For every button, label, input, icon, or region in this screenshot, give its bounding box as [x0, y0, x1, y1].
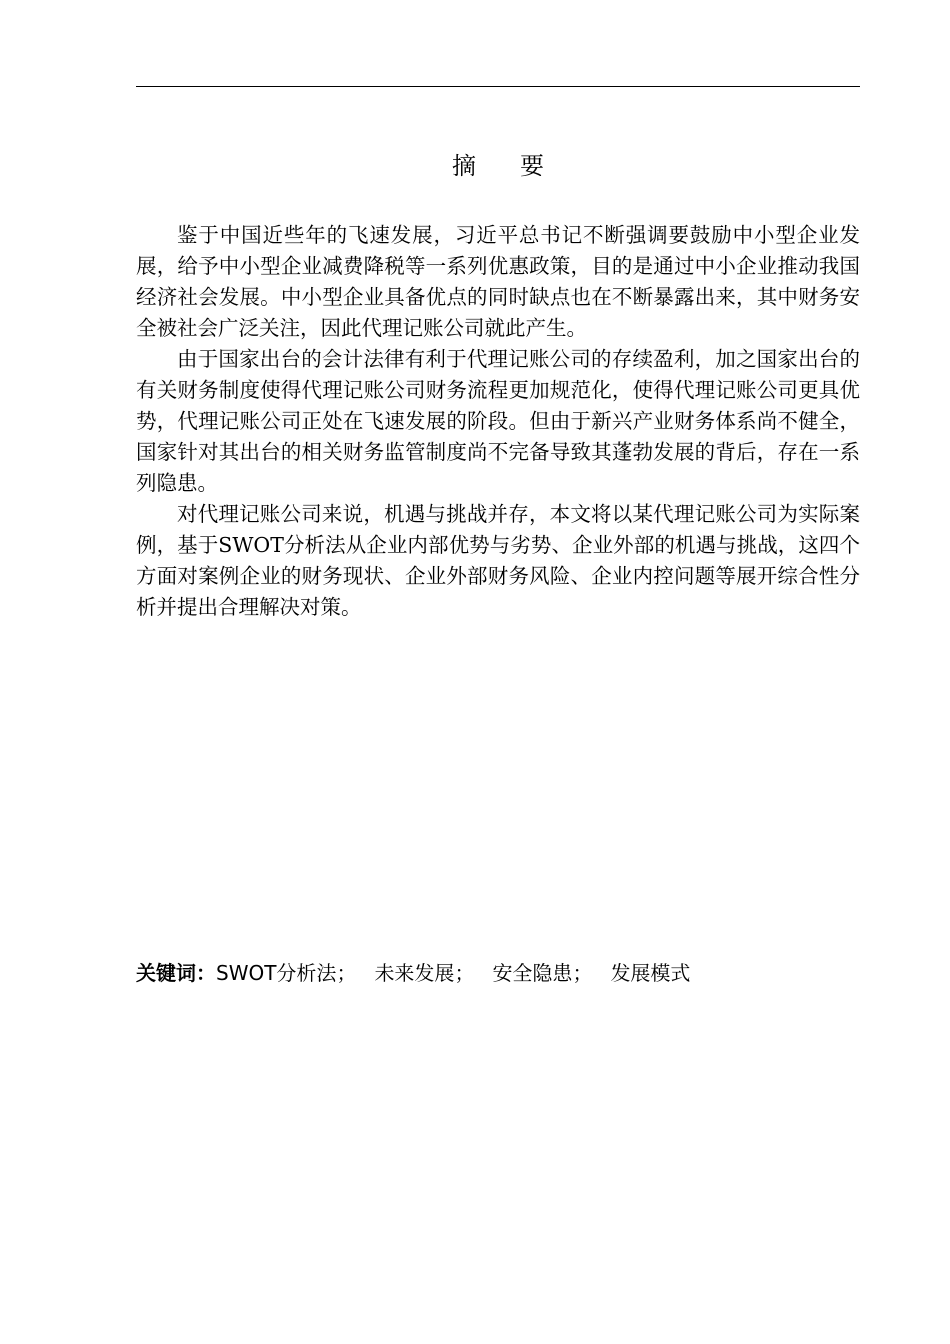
- keyword-swot: SWOT分析法: [216, 961, 337, 985]
- abstract-paragraph-2: 由于国家出台的会计法律有利于代理记账公司的存续盈利，加之国家出台的有关财务制度使得代理记账公司财务流程更加规范化，使得代理记账公司更具优势，代理记账公司正处在飞速发展的阶段。但由于新兴产业财务体系尚不健全，国家针对其出台的相关财务监管制度尚不完备导致其蓬勃发展的背后，存在一系列隐患。: [136, 347, 860, 495]
- keyword-separator: ；: [454, 961, 475, 985]
- abstract-title: 摘要: [452, 152, 588, 180]
- header-rule: [136, 86, 860, 87]
- abstract-paragraph-1: 鉴于中国近些年的飞速发展，习近平总书记不断强调要鼓励中小型企业发展，给予中小型企业减费降税等一系列优惠政策，目的是通过中小企业推动我国经济社会发展。中小型企业具备优点的同时缺点也在不断暴露出来，其中财务安全被社会广泛关注，因此代理记账公司就此产生。: [136, 223, 860, 340]
- keyword-future-development: 未来发展: [374, 961, 455, 985]
- keywords-line: [136, 958, 860, 988]
- abstract-paragraph-3: 对代理记账公司来说，机遇与挑战并存，本文将以某代理记账公司为实际案例，基于SWOT分析法从企业内部优势与劣势、企业外部的机遇与挑战，这四个方面对案例企业的财务现状、企业外部财务风险、企业内控问题等展开综合性分析并提出合理解决对策。: [136, 502, 860, 619]
- keyword-separator: ；: [336, 961, 357, 985]
- abstract-body: [136, 220, 860, 623]
- keyword-development-model: 发展模式: [610, 961, 691, 985]
- keyword-separator: ；: [572, 961, 593, 985]
- keyword-security-risk: 安全隐患: [492, 961, 573, 985]
- keywords-label: 关键词：: [136, 961, 216, 985]
